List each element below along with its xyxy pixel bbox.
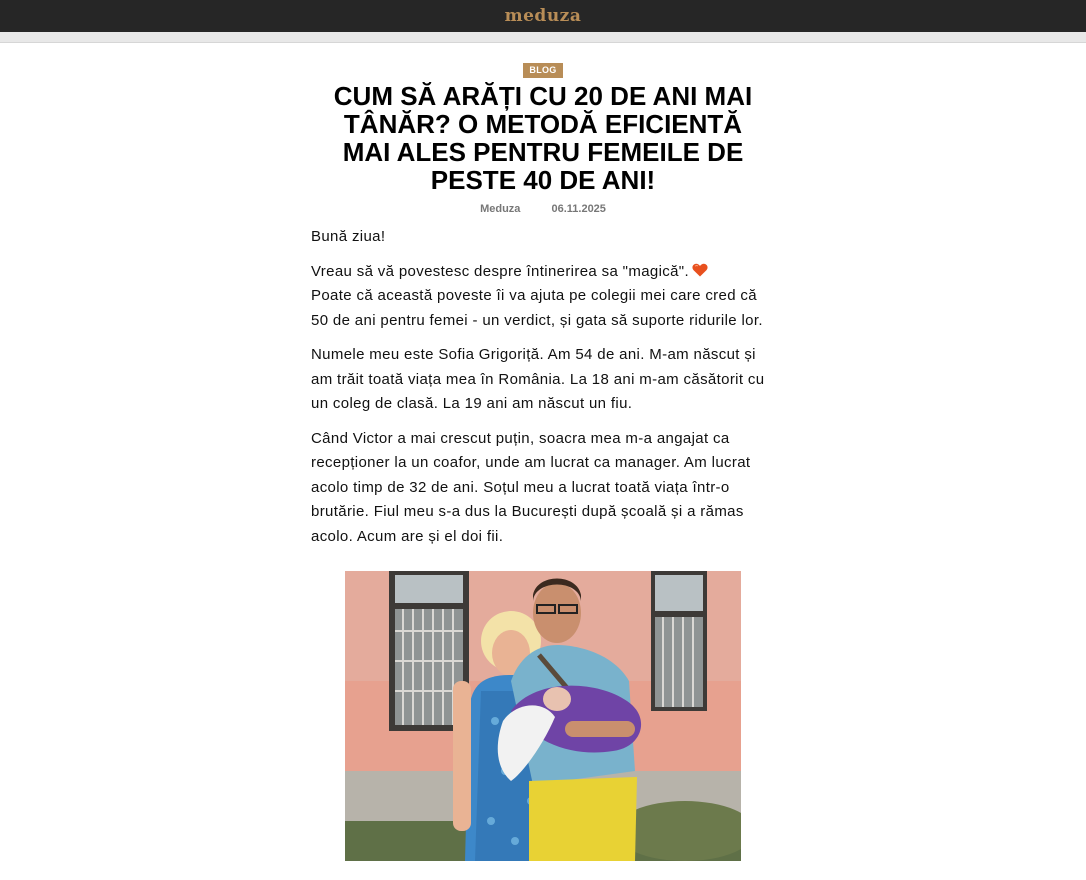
article-author: Meduza — [480, 203, 521, 215]
paragraph: Când Victor a mai crescut puțin, soacra mea m-a angajat ca recepționer la un coafor, unde am lucrat ca manager. Am lucrat acolo timp de 32 de ani. Soțul meu a lucrat toată viața într-o brutărie. Fiul meu s-a dus la București după școală și a rămas acolo. Acum are și el doi fii. — [311, 429, 751, 545]
paragraph: Vreau să vă povestesc despre întinerirea sa "magică". Poate că această poveste îi va ajuta pe colegii mei care cred că 50 de ani pentru femei - un verdict, și gata să suporte ridurile lor. — [311, 262, 763, 329]
site-logo[interactable]: meduza — [504, 6, 582, 26]
article-body — [311, 225, 775, 549]
paragraph: Bună ziua! — [311, 228, 386, 245]
category-badge[interactable]: BLOG — [523, 63, 562, 78]
article-title: CUM SĂ ARĂȚI CU 20 DE ANI MAI TÂNĂR? O METODĂ EFICIENTĂ MAI ALES PENTRU FEMEILE DE PESTE 40 DE ANI! — [333, 81, 753, 195]
article-date: 06.11.2025 — [551, 203, 606, 215]
header-divider-bar — [0, 32, 1086, 43]
article-photo — [345, 571, 741, 861]
paragraph: Numele meu este Sofia Grigoriță. Am 54 de ani. M-am născut și am trăit toată viața mea în România. La 18 ani m-am căsătorit cu un coleg de clasă. La 19 ani am născut un fiu. — [311, 346, 765, 412]
heart-icon — [692, 263, 708, 277]
article — [311, 43, 775, 861]
family-photo-image — [345, 571, 741, 861]
site-header — [0, 0, 1086, 32]
article-meta — [311, 203, 775, 215]
category-row — [311, 60, 775, 76]
